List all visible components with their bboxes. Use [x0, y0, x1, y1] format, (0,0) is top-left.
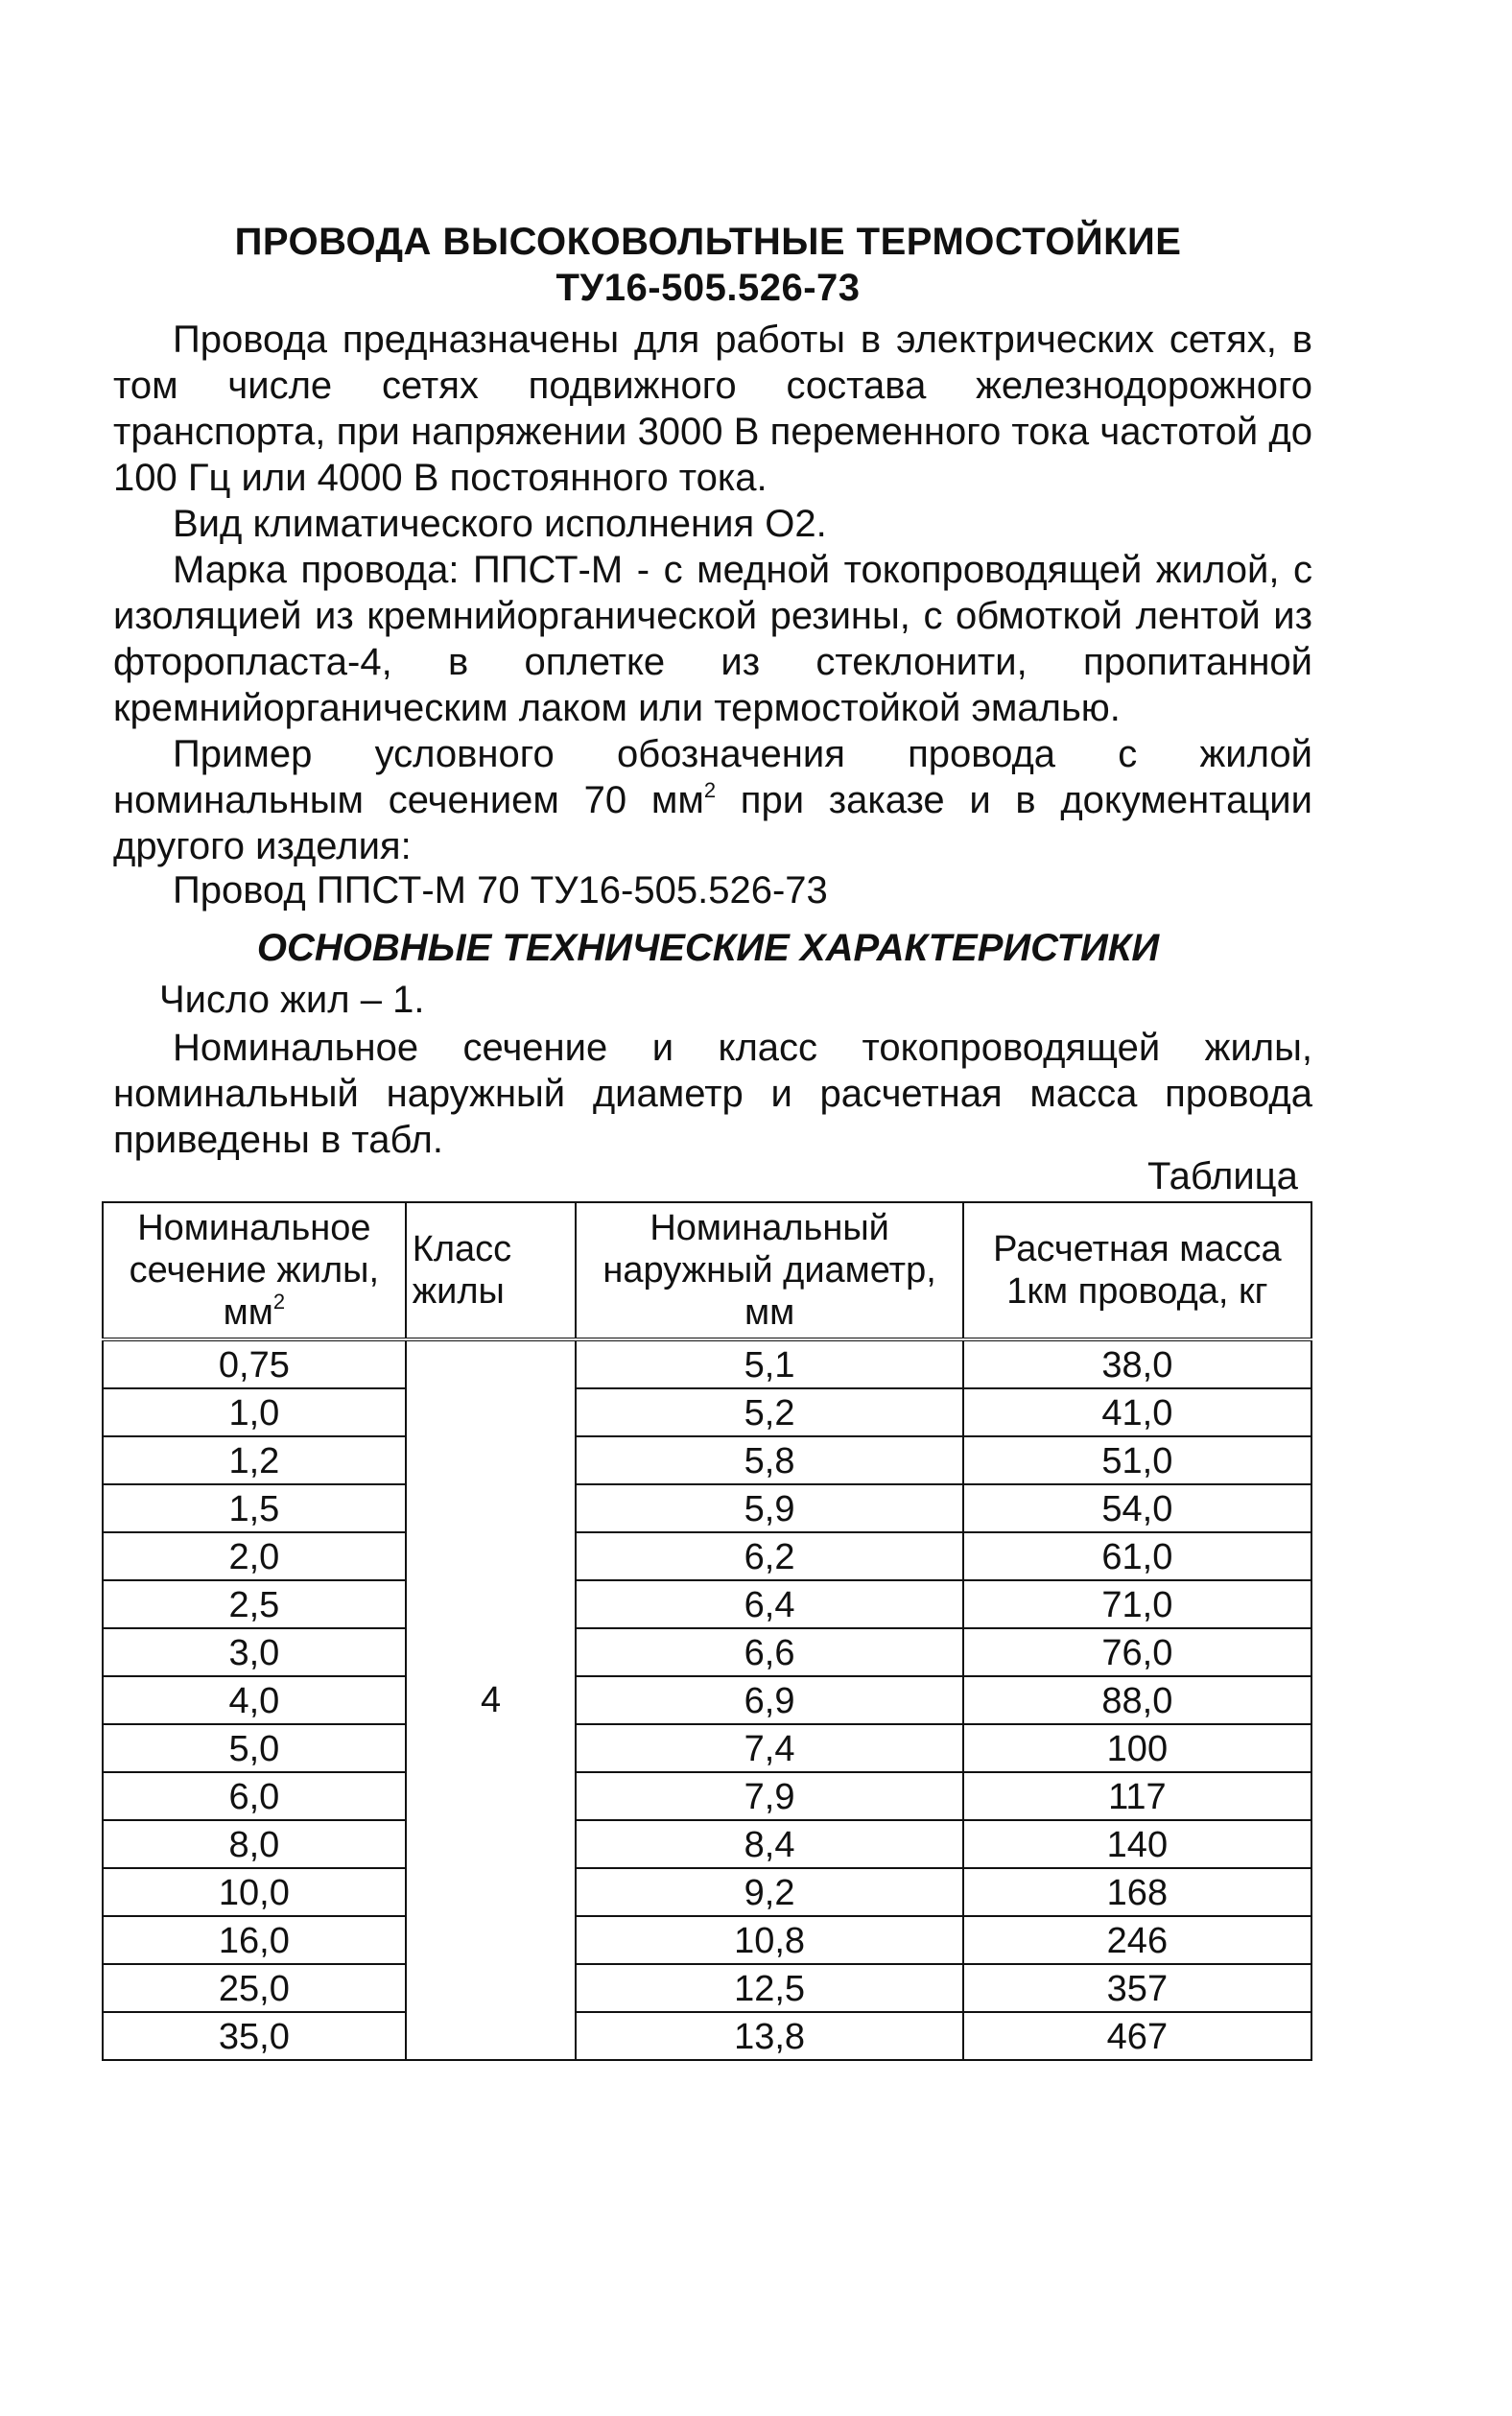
- cell-diameter: 5,9: [576, 1484, 962, 1532]
- table-row: [103, 1820, 1311, 1868]
- cell-mass: 61,0: [963, 1532, 1311, 1580]
- core-count: Число жил – 1.: [159, 979, 425, 1021]
- cell-mass: 100: [963, 1724, 1311, 1772]
- cell-section: 10,0: [103, 1868, 406, 1916]
- cell-diameter: 5,8: [576, 1436, 962, 1484]
- cell-diameter: 7,4: [576, 1724, 962, 1772]
- intro-paragraph-climate: Вид климатического исполнения О2.: [173, 503, 827, 545]
- cell-diameter: 6,9: [576, 1676, 962, 1724]
- table-row: [103, 1388, 1311, 1436]
- cell-mass: 71,0: [963, 1580, 1311, 1628]
- cell-mass: 140: [963, 1820, 1311, 1868]
- table-row: [103, 1676, 1311, 1724]
- cell-diameter: 7,9: [576, 1772, 962, 1820]
- cell-section: 0,75: [103, 1339, 406, 1388]
- document-title: ПРОВОДА ВЫСОКОВОЛЬТНЫЕ ТЕРМОСТОЙКИЕ: [234, 221, 1182, 263]
- header-diameter: Номинальный наружный диаметр, мм: [576, 1202, 962, 1339]
- cell-mass: 38,0: [963, 1339, 1311, 1388]
- specifications-table: [102, 1201, 1312, 2061]
- cell-diameter: 13,8: [576, 2012, 962, 2060]
- table-row: [103, 1964, 1311, 2012]
- example-text-start: Пример условного обозначения провода с жилой номинальным сечением 70 мм: [113, 733, 1312, 821]
- cell-section: 35,0: [103, 2012, 406, 2060]
- cell-diameter: 6,4: [576, 1580, 962, 1628]
- table-row: [103, 1868, 1311, 1916]
- cell-core-class: 4: [406, 1339, 577, 2060]
- standard-number: ТУ16-505.526-73: [555, 267, 861, 309]
- cell-diameter: 12,5: [576, 1964, 962, 2012]
- cell-diameter: 5,1: [576, 1339, 962, 1388]
- cell-section: 1,0: [103, 1388, 406, 1436]
- table-row: [103, 1339, 1311, 1388]
- designation-example: Провод ППСТ-М 70 ТУ16-505.526-73: [173, 869, 828, 912]
- cell-section: 2,0: [103, 1532, 406, 1580]
- cell-diameter: 8,4: [576, 1820, 962, 1868]
- cell-mass: 467: [963, 2012, 1311, 2060]
- cell-section: 1,5: [103, 1484, 406, 1532]
- intro-paragraph-example: [113, 731, 1312, 869]
- section-title: ОСНОВНЫЕ ТЕХНИЧЕСКИЕ ХАРАКТЕРИСТИКИ: [256, 927, 1160, 969]
- table-row: [103, 2012, 1311, 2060]
- intro-paragraph-purpose: Провода предназначены для работы в электрических сетях, в том числе сетях подвижного состава железнодорожного транспорта, при напряжении 3000 В переменного тока частотой до 100 Гц или 4000 В постоянного тока.: [113, 319, 1312, 499]
- table-row: [103, 1532, 1311, 1580]
- header-mass: Расчетная масса 1км провода, кг: [963, 1202, 1311, 1339]
- table-header-row: [103, 1202, 1311, 1339]
- table-row: [103, 1580, 1311, 1628]
- example-text-end: при заказе и в документации другого изделия:: [113, 779, 1312, 867]
- cell-mass: 246: [963, 1916, 1311, 1964]
- cell-section: 25,0: [103, 1964, 406, 2012]
- table-body: [103, 1339, 1311, 2060]
- table-row: [103, 1628, 1311, 1676]
- cell-section: 6,0: [103, 1772, 406, 1820]
- table-row: [103, 1772, 1311, 1820]
- cell-mass: 41,0: [963, 1388, 1311, 1436]
- header-class: Класс жилы: [406, 1202, 577, 1339]
- cell-mass: 76,0: [963, 1628, 1311, 1676]
- cell-mass: 117: [963, 1772, 1311, 1820]
- cell-section: 16,0: [103, 1916, 406, 1964]
- cell-diameter: 6,2: [576, 1532, 962, 1580]
- intro-paragraph-brand: Марка провода: ППСТ-М - с медной токопроводящей жилой, с изоляцией из кремнийорганической резины, с обмоткой лентой из фторопласта-4, в оплетке из стеклонити, пропитанной кремнийорганическим лаком или термостойкой эмалью.: [113, 549, 1312, 729]
- cell-section: 4,0: [103, 1676, 406, 1724]
- cell-section: 2,5: [103, 1580, 406, 1628]
- cell-section: 8,0: [103, 1820, 406, 1868]
- cell-diameter: 5,2: [576, 1388, 962, 1436]
- table-row: [103, 1484, 1311, 1532]
- table-row: [103, 1724, 1311, 1772]
- header-section: Номинальное сечение жилы, $мм^2$: [103, 1202, 406, 1339]
- cell-diameter: 9,2: [576, 1868, 962, 1916]
- cell-section: 1,2: [103, 1436, 406, 1484]
- cell-mass: 88,0: [963, 1676, 1311, 1724]
- cell-diameter: 10,8: [576, 1916, 962, 1964]
- cell-mass: 54,0: [963, 1484, 1311, 1532]
- table-row: [103, 1436, 1311, 1484]
- cell-section: 5,0: [103, 1724, 406, 1772]
- example-superscript: 2: [703, 778, 717, 802]
- table-caption: Таблица: [1147, 1155, 1298, 1197]
- table-row: [103, 1916, 1311, 1964]
- cell-section: 3,0: [103, 1628, 406, 1676]
- table-description: Номинальное сечение и класс токопроводящей жилы, номинальный наружный диаметр и расчетная масса провода приведены в табл.: [113, 1027, 1312, 1161]
- cell-mass: 357: [963, 1964, 1311, 2012]
- cell-diameter: 6,6: [576, 1628, 962, 1676]
- cell-mass: 51,0: [963, 1436, 1311, 1484]
- cell-mass: 168: [963, 1868, 1311, 1916]
